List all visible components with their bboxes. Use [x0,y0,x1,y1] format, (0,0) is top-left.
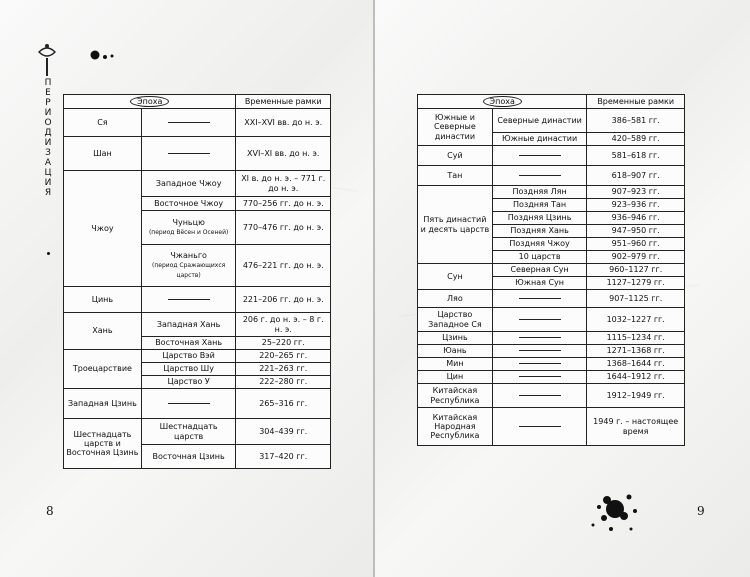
ink-dots-icon [88,48,120,64]
sub-era-cell: Поздняя Тан [492,199,587,212]
table-row [64,419,331,445]
book-gutter [373,0,375,577]
timeframe-cell: 317–420 гг. [236,445,331,469]
empty-dash [519,350,561,351]
table-header-row [418,95,685,109]
era-header: Эпоха [483,96,522,107]
table-row [418,371,685,384]
timeframe-cell: 220–265 гг. [236,350,331,363]
timeframe-cell: 304–439 гг. [236,419,331,445]
era-cell: Троецарствие [64,350,142,389]
timeframe-cell: 1644–1912 гг. [587,371,685,384]
timeframe-header: Временные рамки [587,95,685,109]
table-row [418,146,685,166]
era-cell: Шан [64,137,142,171]
empty-dash [519,319,561,320]
era-cell: Ляо [418,290,493,308]
table-row [418,308,685,332]
timeframe-cell: 1949 г. – настоящее время [587,408,685,446]
sub-era-cell: Поздняя Чжоу [492,238,587,251]
sub-era-cell: Южные династии [492,133,587,146]
sub-era-cell: Царство Вэй [141,350,236,363]
era-cell: Западная Цзинь [64,389,142,419]
page-number-left: 8 [46,504,54,518]
empty-dash [519,155,561,156]
timeframe-cell: 206 г. до н. э. – 8 г. н. э. [236,313,331,337]
table-row [418,264,685,277]
timeframe-cell: 618–907 гг. [587,166,685,186]
sub-era-cell: Восточное Чжоу [141,197,236,211]
era-cell: Сун [418,264,493,290]
era-cell: Китайская Народная Республика [418,408,493,446]
empty-dash [519,363,561,364]
timeframe-cell: 902–979 гг. [587,251,685,264]
era-cell: Суй [418,146,493,166]
era-cell: Чжоу [64,171,142,287]
timeframe-cell: 222–280 гг. [236,376,331,389]
empty-dash [519,337,561,338]
left-periodization-table [63,94,331,469]
era-cell: Ся [64,109,142,137]
timeframe-cell: 923–936 гг. [587,199,685,212]
sub-era-note: (период Сражающихся царств) [152,262,226,280]
empty-dash [168,153,210,154]
era-cell: Хань [64,313,142,350]
sub-era-cell: Поздняя Хань [492,225,587,238]
empty-dash [168,299,210,300]
table-row [418,384,685,408]
sub-era-cell: Северная Сун [492,264,587,277]
sub-era-cell [141,245,236,287]
table-row [64,350,331,363]
table-row [64,171,331,197]
vertical-section-title: ПЕРИОДИЗАЦИЯ [44,78,52,198]
empty-dash [519,426,561,427]
timeframe-cell: 1032–1227 гг. [587,308,685,332]
timeframe-cell: 386–581 гг. [587,109,685,133]
sub-era-cell: 10 царств [492,251,587,264]
sub-era-cell: Поздняя Лян [492,186,587,199]
sub-era-cell: Южная Сун [492,277,587,290]
timeframe-cell: XXI–XVI вв. до н. э. [236,109,331,137]
timeframe-cell: 1115–1234 гг. [587,332,685,345]
right-periodization-table [417,94,685,446]
era-cell: Царство Западное Ся [418,308,493,332]
empty-dash [519,395,561,396]
sub-era-cell: Западное Чжоу [141,171,236,197]
timeframe-cell: 951–960 гг. [587,238,685,251]
era-cell: Цзинь [418,332,493,345]
table-row [418,345,685,358]
timeframe-cell: 581–618 гг. [587,146,685,166]
timeframe-cell: 221–206 гг. до н. э. [236,287,331,313]
table-row [418,332,685,345]
sub-era-note: (период Вёсен и Осеней) [148,229,229,237]
timeframe-cell: 221–263 гг. [236,363,331,376]
timeframe-cell: 960–1127 гг. [587,264,685,277]
era-cell: Мин [418,358,493,371]
era-cell: Тан [418,166,493,186]
table-row [64,389,331,419]
timeframe-cell: 420–589 гг. [587,133,685,146]
table-row [418,109,685,133]
timeframe-cell: 1271–1368 гг. [587,345,685,358]
era-cell: Цинь [64,287,142,313]
table-header-row [64,95,331,109]
era-cell: Пять династий и десять царств [418,186,493,264]
era-cell: Китайская Республика [418,384,493,408]
timeframe-cell: 770–256 гг. до н. э. [236,197,331,211]
sub-era-cell: Царство У [141,376,236,389]
era-header: Эпоха [130,96,169,107]
timeframe-cell: 936–946 гг. [587,212,685,225]
timeframe-cell: 947–950 гг. [587,225,685,238]
sub-era-cell: Поздняя Цзинь [492,212,587,225]
sub-era-label: Чжаньго [170,251,207,261]
page-number-right: 9 [697,504,705,518]
timeframe-cell: XVI–XI вв. до н. э. [236,137,331,171]
sub-era-cell: Северные династии [492,109,587,133]
ink-splatter-icon [585,485,645,540]
timeframe-cell: 25–220 гг. [236,337,331,350]
sub-era-cell: Восточная Хань [141,337,236,350]
era-cell: Цин [418,371,493,384]
table-row [418,408,685,446]
sub-era-cell [141,211,236,245]
timeframe-cell: 1912–1949 гг. [587,384,685,408]
empty-dash [519,376,561,377]
table-row [64,287,331,313]
timeframe-cell: 1127–1279 гг. [587,277,685,290]
era-cell: Южные и Северные династии [418,109,493,146]
table-row [418,166,685,186]
timeframe-cell: 907–1125 гг. [587,290,685,308]
knot-ornament-icon [34,40,60,80]
timeframe-cell: 476–221 гг. до н. э. [236,245,331,287]
timeframe-cell: 265–316 гг. [236,389,331,419]
empty-dash [168,122,210,123]
empty-dash [519,298,561,299]
sub-era-label: Чуньцю [172,217,205,227]
bullet-dot [47,252,50,255]
timeframe-cell: XI в. до н. э. – 771 г. до н. э. [236,171,331,197]
timeframe-cell: 907–923 гг. [587,186,685,199]
table-row [64,137,331,171]
sub-era-cell: Восточная Цзинь [141,445,236,469]
sub-era-cell: Шестнадцать царств [141,419,236,445]
era-cell: Шестнадцать царств и Восточная Цзинь [64,419,142,469]
table-row [418,186,685,199]
empty-dash [168,403,210,404]
table-row [64,109,331,137]
sub-era-cell: Царство Шу [141,363,236,376]
table-row [418,358,685,371]
empty-dash [519,175,561,176]
sub-era-cell: Западная Хань [141,313,236,337]
table-row [64,313,331,337]
timeframe-header: Временные рамки [236,95,331,109]
timeframe-cell: 770–476 гг. до н. э. [236,211,331,245]
table-row [418,290,685,308]
era-cell: Юань [418,345,493,358]
timeframe-cell: 1368–1644 гг. [587,358,685,371]
